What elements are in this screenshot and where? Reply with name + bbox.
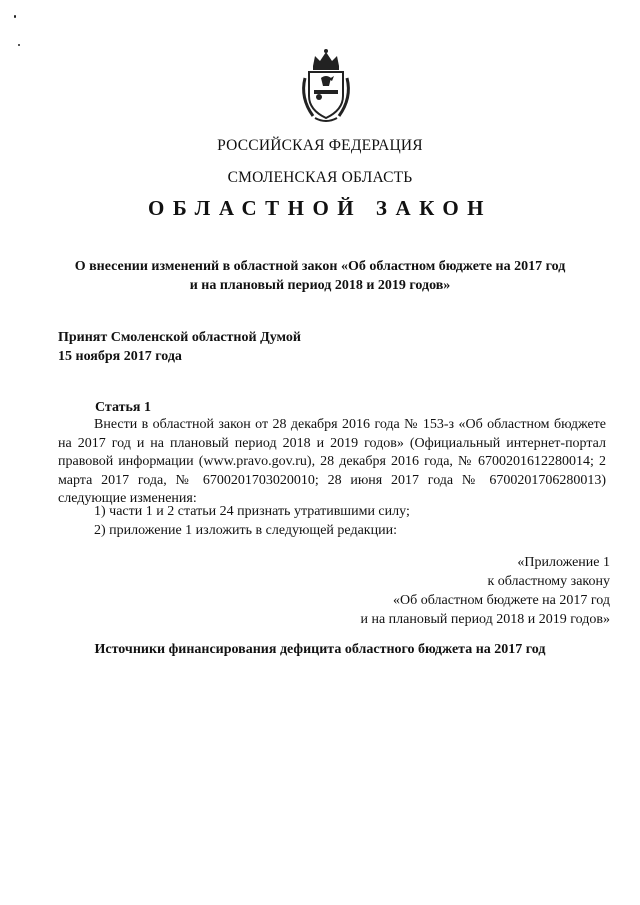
article-title: Статья 1 [95,400,151,415]
article-item: 2) приложение 1 изложить в следующей редакции: [94,523,397,538]
section-title: Источники финансирования дефицита областного бюджета на 2017 год [94,642,546,657]
page-title: ОБЛАСТНОЙ ЗАКОН [147,196,492,220]
article-intro: Внести в областной закон от 28 декабря 2016 года № 153-з «Об областном бюджете на 2017 год и на плановый период 2018 и 2019 годов» (Официальный интернет-портал правовой информации (www.pravo.gov.ru), 28 декабря 2016 года, № 6700201612280014; 2 марта 2017 года, № 6700201703020010; 28 июня 2017 года № 6700201706280013) следующие изменения: [58,417,606,506]
smolensk-coat-of-arms-icon [295,48,357,126]
adoption-date: 15 ноября 2017 года [58,349,182,364]
appendix-line: к областному закону [487,574,610,589]
scan-speck [18,44,20,46]
appendix-line: «Об областном бюджете на 2017 год [393,593,610,608]
scan-speck [14,15,16,18]
law-subject-line: и на плановый период 2018 и 2019 годов» [189,278,451,293]
law-subject [40,257,600,295]
adoption-info [58,328,301,366]
appendix-line: и на плановый период 2018 и 2019 годов» [360,612,610,627]
appendix-reference [360,553,610,629]
region-heading: СМОЛЕНСКАЯ ОБЛАСТЬ [227,169,413,186]
country-heading: РОССИЙСКАЯ ФЕДЕРАЦИЯ [217,137,423,154]
article-body [58,416,606,509]
appendix-line: «Приложение 1 [517,555,610,570]
adoption-body: Принят Смоленской областной Думой [58,330,301,345]
law-subject-line: О внесении изменений в областной закон «Об областном бюджете на 2017 год [74,259,566,274]
article-item: 1) части 1 и 2 статьи 24 признать утратившими силу; [94,504,410,519]
